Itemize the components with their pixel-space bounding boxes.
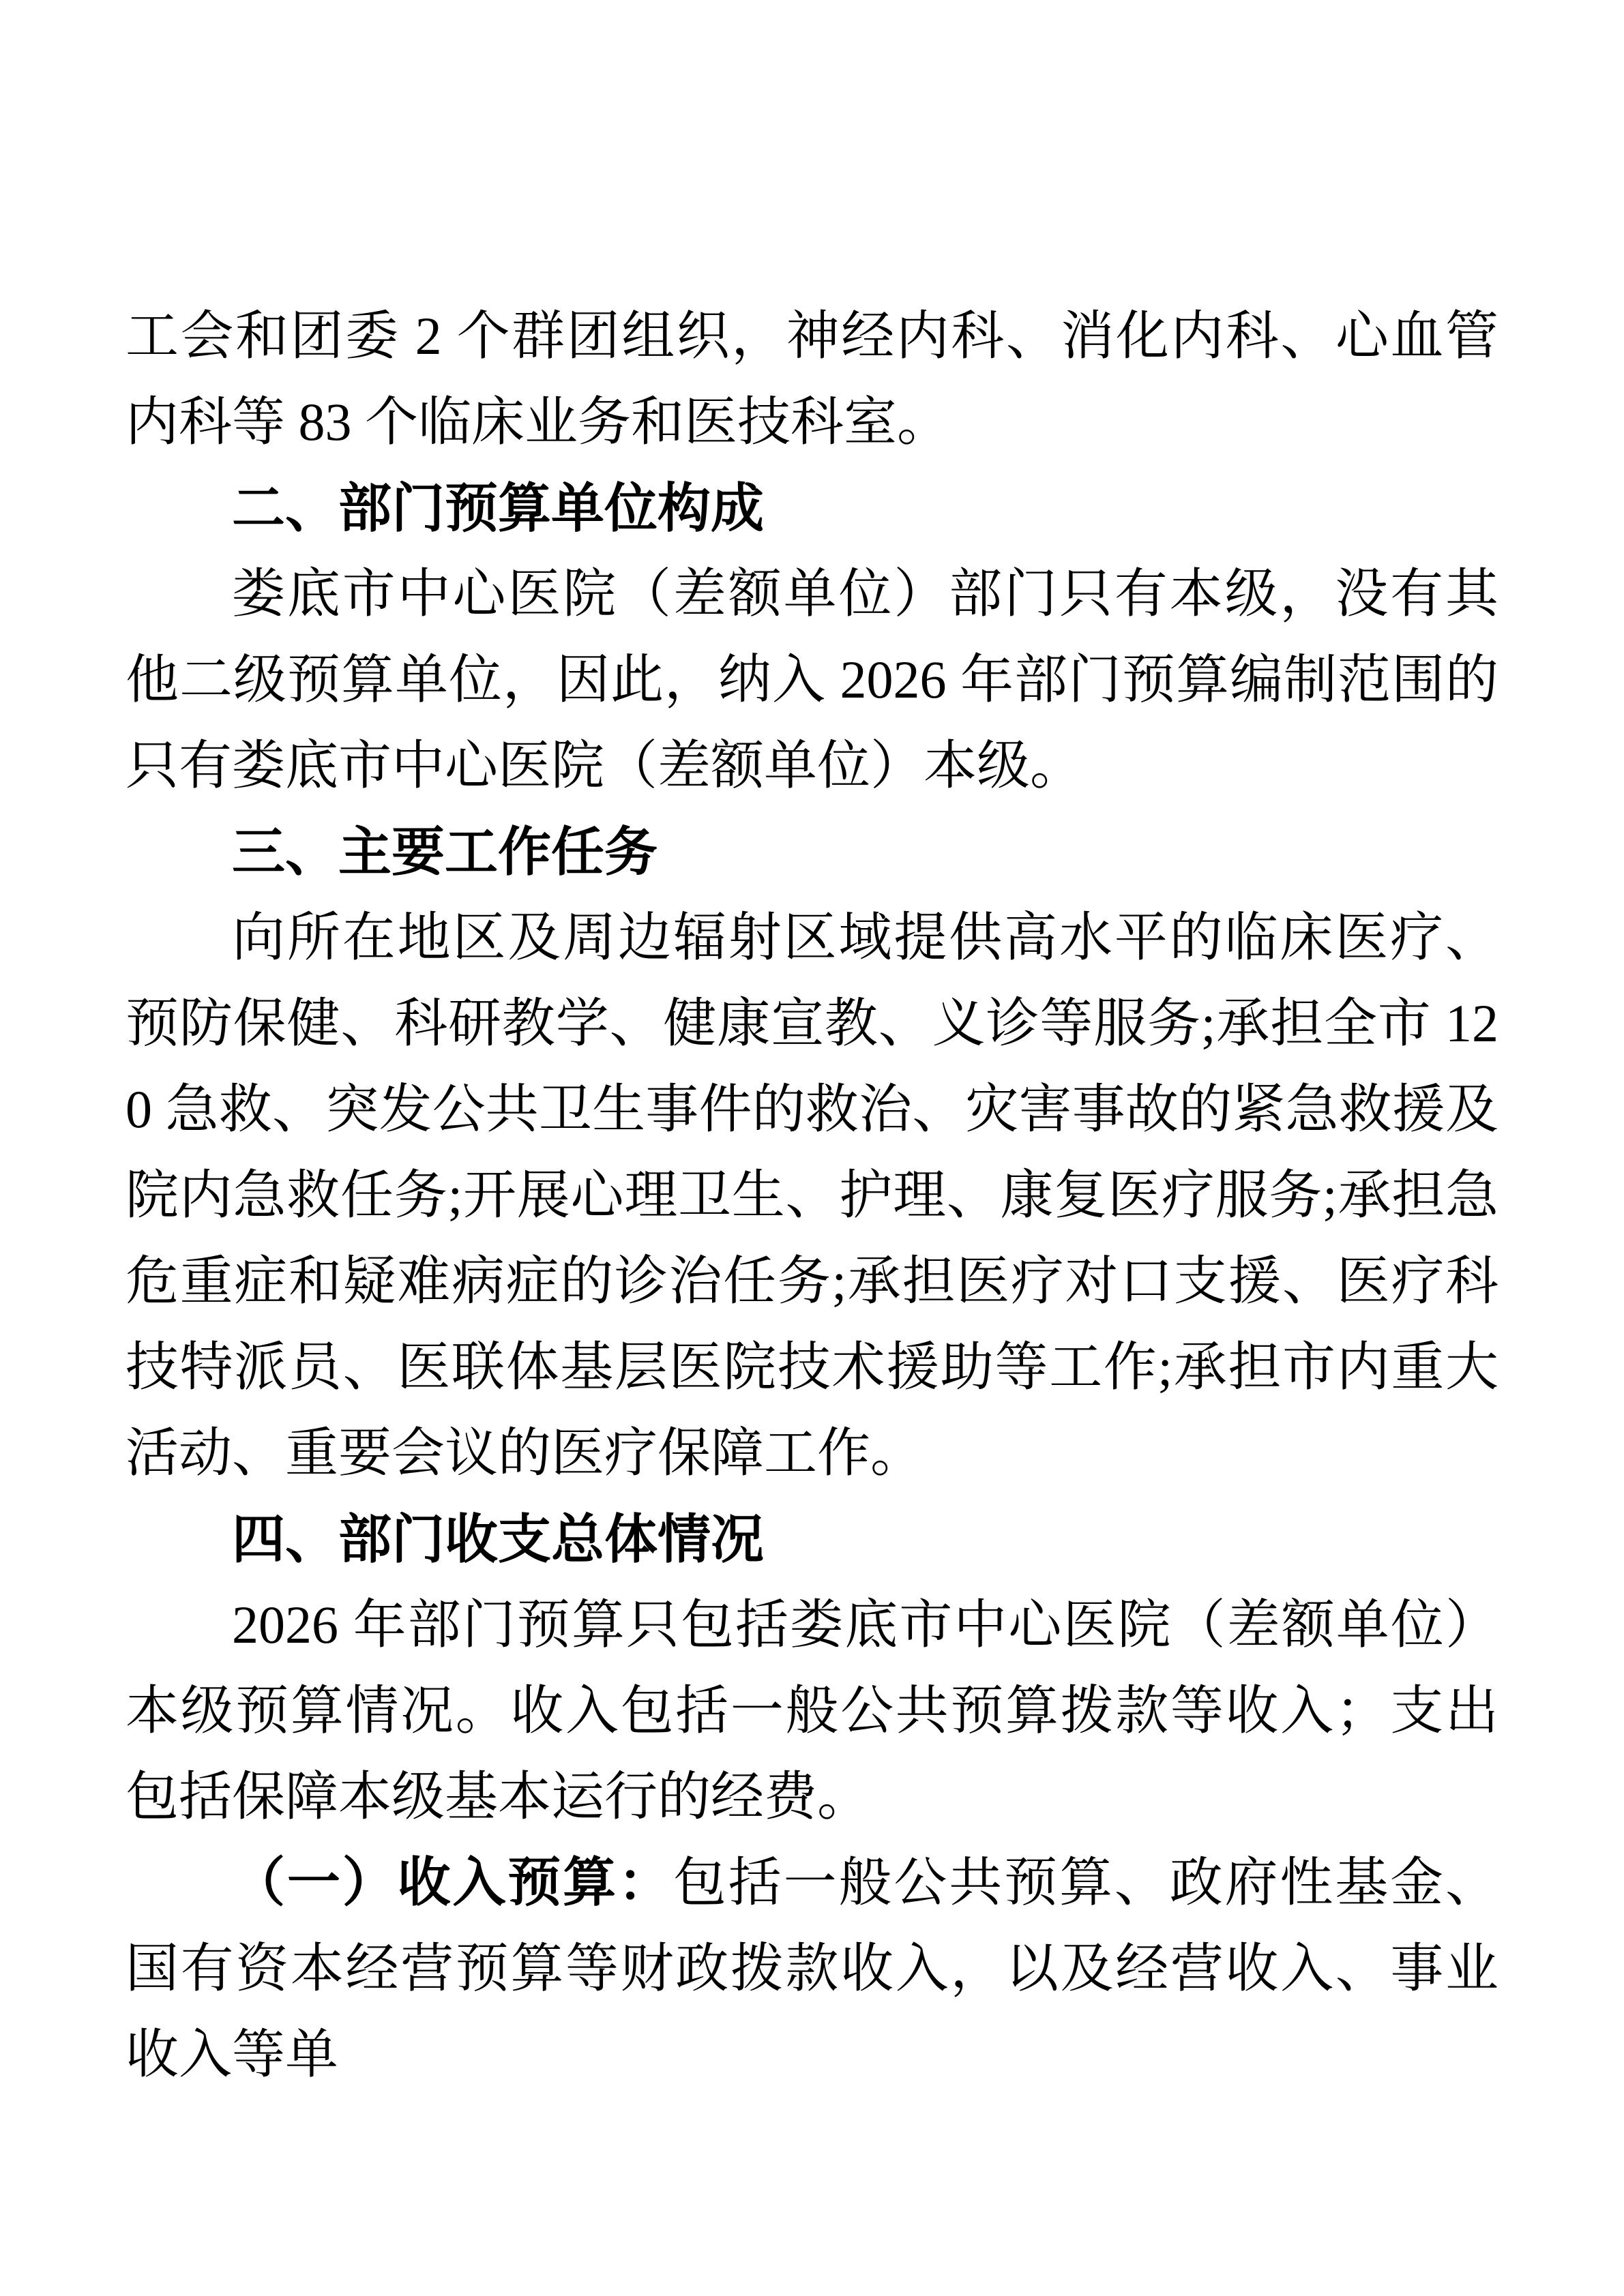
heading-section-3-main-tasks: 三、主要工作任务 [232, 822, 658, 882]
heading-section-2-budget-unit-composition: 二、部门预算单位构成 [232, 478, 765, 538]
paragraph-continuation: 工会和团委 2 个群团组织，神经内科、消化内科、心血管内科等 83 个临床业务和医技科室。 [126, 306, 1498, 451]
paragraph-income-budget-lead: （一）收入预算： [232, 1853, 673, 1912]
paragraph-income-budget-text: 包括一般公共预算、政府性基金、国有资本经营预算等财政拨款收入，以及经营收入、事业收入等单 [126, 1853, 1498, 2084]
paragraph-income-budget [126, 1840, 1498, 2098]
paragraph-main-tasks: 向所在地区及周边辐射区域提供高水平的临床医疗、预防保健、科研教学、健康宣教、义诊等服务;承担全市 120 急救、突发公共卫生事件的救治、灾害事故的紧急救援及院内急救任务;开展心理卫生、护理、康复医疗服务;承担急危重症和疑难病症的诊治任务;承担医疗对口支援、医疗科技特派员、医联体基层医院技术援助等工作;承担市内重大活动、重要会议的医疗保障工作。 [126, 908, 1498, 1482]
paragraph-budget-unit-composition: 娄底市中心医院（差额单位）部门只有本级，没有其他二级预算单位，因此，纳入 2026 年部门预算编制范围的只有娄底市中心医院（差额单位）本级。 [126, 564, 1498, 795]
heading-section-4-revenue-expenditure-overview: 四、部门收支总体情况 [232, 1509, 765, 1569]
paragraph-revenue-expenditure-overview: 2026 年部门预算只包括娄底市中心医院（差额单位）本级预算情况。收入包括一般公共预算拨款等收入；支出包括保障本级基本运行的经费。 [126, 1595, 1498, 1826]
document-body [126, 293, 1498, 2098]
